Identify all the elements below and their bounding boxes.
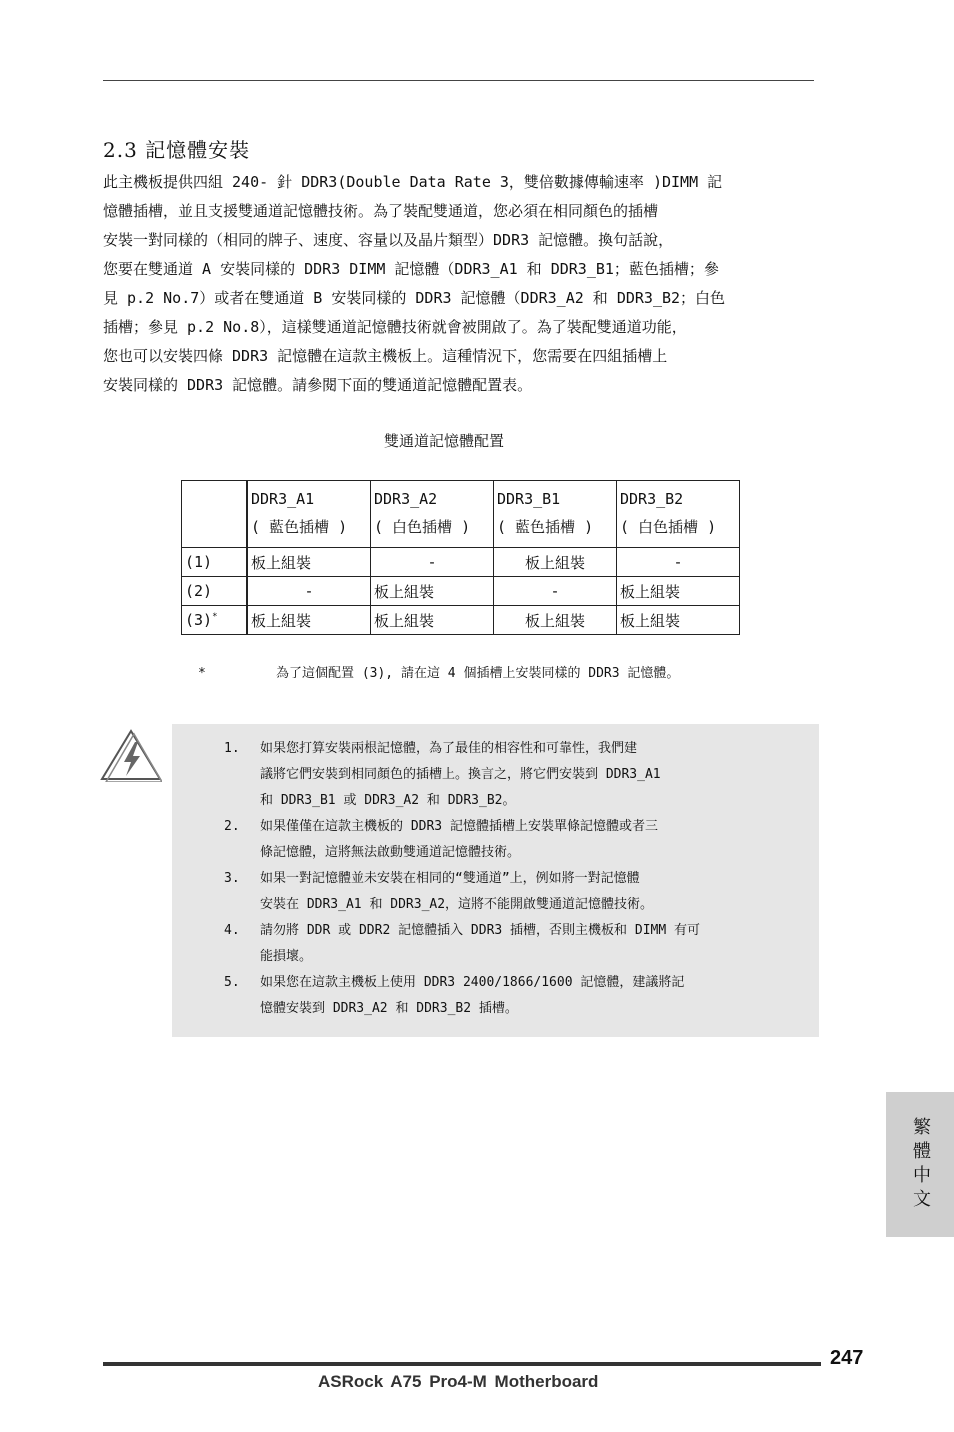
- table-cell: 板上組裝: [494, 606, 617, 635]
- note-line: 能損壞。: [260, 949, 313, 964]
- note-number: 4.: [224, 923, 240, 938]
- table-header-row: [182, 481, 740, 548]
- footer-product-name: ASRock A75 Pro4-M Motherboard: [318, 1372, 599, 1391]
- table-cell: 板上組裝: [494, 548, 617, 577]
- header-color: ( 白色插槽 ): [374, 518, 471, 536]
- header-color: ( 藍色插槽 ): [497, 518, 594, 536]
- header-ddr3-a1: [247, 481, 371, 548]
- table-cell: 板上組裝: [247, 606, 371, 635]
- body-paragraph: [103, 168, 819, 400]
- table-cell: -: [494, 577, 617, 606]
- table-cell: 板上組裝: [371, 606, 494, 635]
- body-line: 此主機板提供四組 240- 針 DDR3(Double Data Rate 3，雙倍數據傳輸速率 )DIMM 記: [103, 173, 723, 191]
- body-line: 安裝同樣的 DDR3 記憶體。請參閱下面的雙通道記憶體配置表。: [103, 376, 533, 394]
- header-slot: DDR3_A2: [374, 490, 438, 508]
- header-ddr3-a2: [371, 481, 494, 548]
- header-slot: DDR3_B2: [620, 490, 684, 508]
- note-line: 如果僅僅在這款主機板的 DDR3 記憶體插槽上安裝單條記憶體或者三: [260, 819, 658, 834]
- table-caption: 雙通道記憶體配置: [384, 432, 505, 450]
- table-corner-cell: [182, 481, 248, 548]
- language-side-tab: [886, 1092, 954, 1237]
- header-color: ( 藍色插槽 ): [251, 518, 348, 536]
- header-ddr3-b1: [494, 481, 617, 548]
- note-line: 憶體安裝到 DDR3_A2 和 DDR3_B2 插槽。: [260, 1001, 518, 1016]
- header-color: ( 白色插槽 ): [620, 518, 717, 536]
- note-line: 條記憶體，這將無法啟動雙通道記憶體技術。: [260, 845, 521, 860]
- table-cell: 板上組裝: [371, 577, 494, 606]
- note-line: 請勿將 DDR 或 DDR2 記憶體插入 DDR3 插槽，否則主機板和 DIMM 有可: [260, 923, 701, 938]
- note-item: [224, 866, 784, 918]
- header-slot: DDR3_B1: [497, 490, 561, 508]
- row-label: (2): [182, 577, 248, 606]
- note-number: 3.: [224, 871, 240, 886]
- bottom-rule: [103, 1362, 821, 1366]
- section-title: 2.3 記憶體安裝: [103, 138, 251, 162]
- body-line: 安裝一對同樣的（相同的牌子、速度、容量以及晶片類型）DDR3 記憶體。換句話說，: [103, 231, 674, 249]
- note-line: 議將它們安裝到相同顏色的插槽上。換言之，將它們安裝到 DDR3_A1: [260, 767, 661, 782]
- row-label: (3)*: [182, 606, 248, 635]
- notes-list: [224, 736, 784, 1022]
- table-cell: -: [371, 548, 494, 577]
- table-cell: 板上組裝: [617, 577, 740, 606]
- body-line: 憶體插槽，並且支援雙通道記憶體技術。為了裝配雙通道，您必須在相同顏色的插槽: [103, 202, 659, 220]
- header-slot: DDR3_A1: [251, 490, 315, 508]
- warning-lightning-icon: [100, 728, 162, 782]
- body-line: 您也可以安裝四條 DDR3 記憶體在這款主機板上。這種情況下，您需要在四組插槽上: [103, 347, 668, 365]
- header-ddr3-b2: [617, 481, 740, 548]
- note-line: 安裝在 DDR3_A1 和 DDR3_A2，這將不能開啟雙通道記憶體技術。: [260, 897, 654, 912]
- table-row: [182, 577, 740, 606]
- table-row: [182, 548, 740, 577]
- footnote: [198, 662, 679, 681]
- memory-config-table: [181, 480, 740, 635]
- note-number: 2.: [224, 819, 240, 834]
- note-line: 如果一對記憶體並未安裝在相同的“雙通道”上，例如將一對記憶體: [260, 871, 640, 886]
- footnote-star: *: [198, 666, 206, 681]
- top-rule: [103, 80, 814, 81]
- note-line: 如果您在這款主機板上使用 DDR3 2400/1866/1600 記憶體，建議將記: [260, 975, 685, 990]
- note-item: [224, 970, 784, 1022]
- table-cell: -: [617, 548, 740, 577]
- table-cell: 板上組裝: [617, 606, 740, 635]
- note-item: [224, 736, 784, 814]
- note-line: 和 DDR3_B1 或 DDR3_A2 和 DDR3_B2。: [260, 793, 516, 808]
- note-number: 5.: [224, 975, 240, 990]
- table-cell: 板上組裝: [247, 548, 371, 577]
- table-cell: -: [247, 577, 371, 606]
- note-line: 如果您打算安裝兩根記憶體，為了最佳的相容性和可靠性，我們建: [260, 741, 638, 756]
- note-item: [224, 918, 784, 970]
- note-number: 1.: [224, 741, 240, 756]
- table-row: [182, 606, 740, 635]
- side-tab-label: 繁體中文: [910, 1116, 931, 1213]
- page-number: 247: [830, 1347, 864, 1369]
- body-line: 見 p.2 No.7）或者在雙通道 B 安裝同樣的 DDR3 記憶體（DDR3_A2 和 DDR3_B2；白色: [103, 289, 726, 307]
- footnote-mark: *: [212, 612, 218, 622]
- body-line: 插槽；參見 p.2 No.8），這樣雙通道記憶體技術就會被開啟了。為了裝配雙通道功能，: [103, 318, 687, 336]
- row-label: (1): [182, 548, 248, 577]
- footnote-text: 為了這個配置 (3), 請在這 4 個插槽上安裝同樣的 DDR3 記憶體。: [276, 666, 680, 681]
- note-item: [224, 814, 784, 866]
- body-line: 您要在雙通道 A 安裝同樣的 DDR3 DIMM 記憶體（DDR3_A1 和 DDR3_B1；藍色插槽；參: [103, 260, 719, 278]
